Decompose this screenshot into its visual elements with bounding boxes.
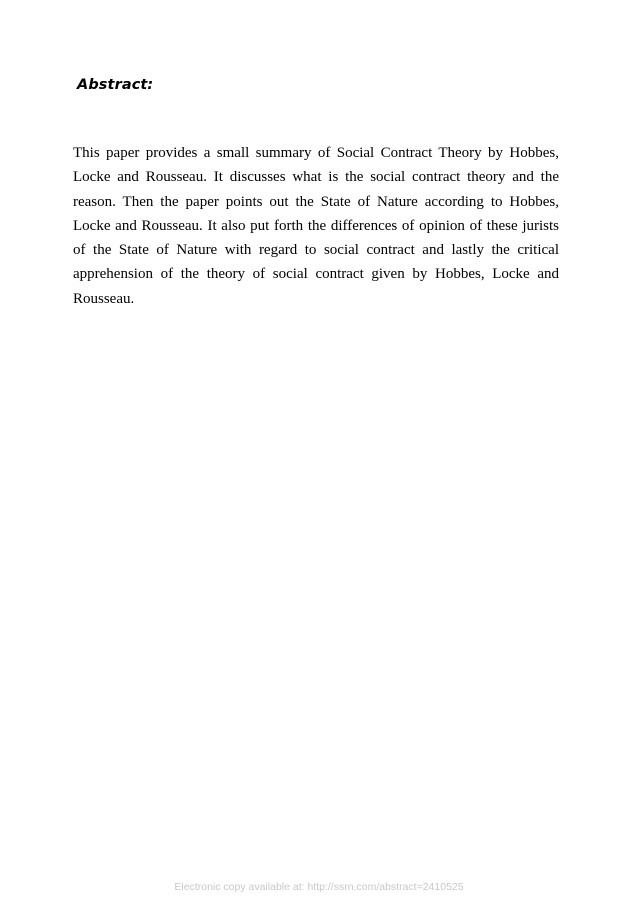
abstract-body-text: This paper provides a small summary of Social Contract Theory by Hobbes, Locke and Rousseau. It discusses what is the social contract theory and the reason. Then the paper points out the State of Nature according to Hobbes, Locke and Rousseau. It also put forth the differences of opinion of these jurists of the State of Nature with regard to social contract and lastly the critical apprehension of the theory of social contract given by Hobbes, Locke and Rousseau. [73,145,559,307]
abstract-heading: Abstract: [77,77,154,93]
ssrn-footer-link[interactable]: Electronic copy available at: http://ssrn.com/abstract=2410525 [174,881,464,893]
